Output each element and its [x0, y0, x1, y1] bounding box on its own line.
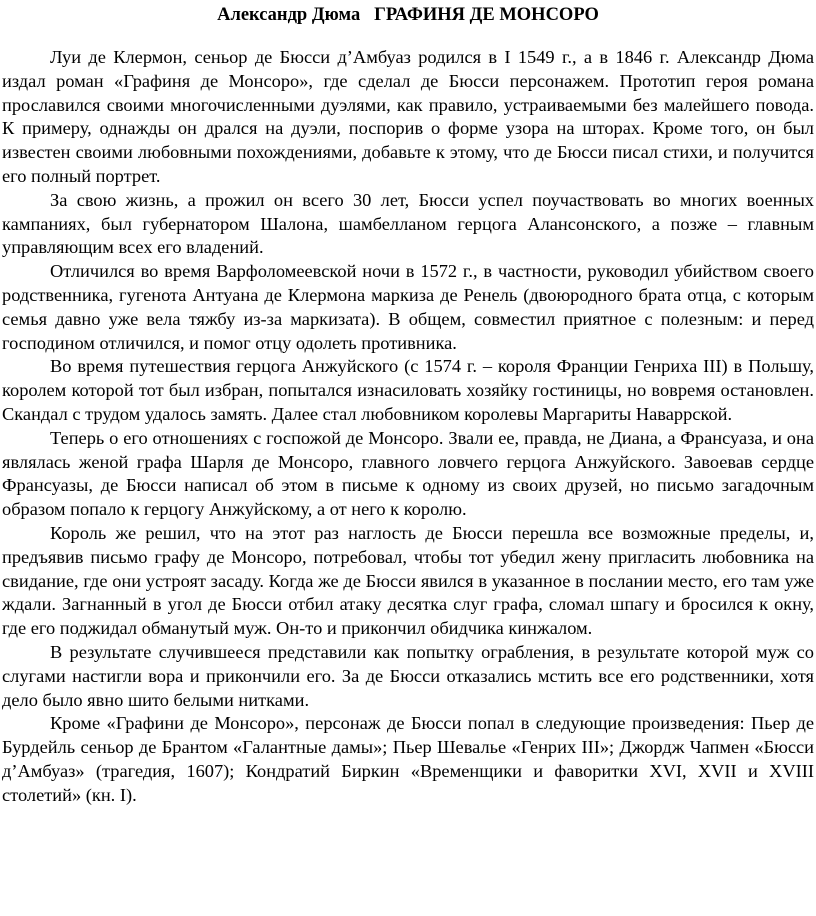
author-name: Александр Дюма: [217, 5, 361, 25]
paragraph: Король же решил, что на этот раз наглость де Бюсси перешла все возможные пределы, и, предъявив письмо графу де Монсоро, потребовал, чтобы тот убедил жену пригласить любовника на свидание, где они устроят засаду. Когда же де Бюсси явился в указанное в послании место, его там уже ждали. Загнанный в угол де Бюсси отбил атаку десятка слуг графа, сломал шпагу и бросился к окну, где его поджидал обманутый муж. Он-то и прикончил обидчика кинжалом.: [2, 522, 814, 639]
work-title: ГРАФИНЯ ДЕ МОНСОРО: [374, 5, 599, 25]
paragraph: Отличился во время Варфоломеевской ночи в 1572 г., в частности, руководил убийством своего родственника, гугенота Антуана де Клермона маркиза де Ренель (двоюродного брата отца, с которым семья давно уже вела тяжбу из-за маркизата). В общем, совместил приятное с полезным: и перед господином отличился, и помог отцу одолеть противника.: [2, 261, 814, 353]
paragraph: Кроме «Графини де Монсоро», персонаж де Бюсси попал в следующие произведения: Пьер де Бурдейль сеньор де Брантом «Галантные дамы»; Пьер Шевалье «Генрих III»; Джордж Чапмен «Бюсси д’Амбуаз» (трагедия, 1607); Кондратий Биркин «Временщики и фаворитки XVI, XVII и XVIII столетий» (кн. I).: [2, 713, 814, 805]
paragraph: За свою жизнь, а прожил он всего 30 лет, Бюсси успел поучаствовать во многих военных кампаниях, был губернатором Шалона, шамбелланом герцога Алансонского, а позже – главным управляющим всех его владений.: [2, 189, 814, 258]
paragraph: Во время путешествия герцога Анжуйского (с 1574 г. – короля Франции Генриха III) в Польшу, королем которой тот был избран, попытался изнасиловать хозяйку гостиницы, но вовремя остановлен. Скандал с трудом удалось замять. Далее стал любовником королевы Маргариты Наваррской.: [2, 356, 814, 424]
document-heading: [2, 4, 814, 26]
paragraph: Теперь о его отношениях с госпожой де Монсоро. Звали ее, правда, не Диана, а Франсуаза, и она являлась женой графа Шарля де Монсоро, главного ловчего герцога Анжуйского. Завоевав сердце Франсуазы, де Бюсси написал об этом в письме к одному из своих друзей, но письмо загадочным образом попало к герцогу Анжуйскому, а от него к королю.: [2, 427, 814, 520]
paragraph: В результате случившееся представили как попытку ограбления, в результате которой муж со слугами настигли вора и прикончили его. За де Бюсси отказались мстить все его родственники, хотя дело было явно шито белыми нитками.: [2, 641, 814, 710]
paragraph: Луи де Клермон, сеньор де Бюсси д’Амбуаз родился в I 1549 г., а в 1846 г. Александр Дюма издал роман «Графиня де Монсоро», где сделал де Бюсси персонажем. Прототип героя романа прославился своими многочисленными дуэлями, как правило, устраиваемыми без малейшего повода. К примеру, однажды он дрался на дуэли, поспорив о форме узора на шторах. Кроме того, он был известен своими любовными похождениями, добавьте к этому, что де Бюсси писал стихи, и получится его полный портрет.: [2, 47, 814, 186]
